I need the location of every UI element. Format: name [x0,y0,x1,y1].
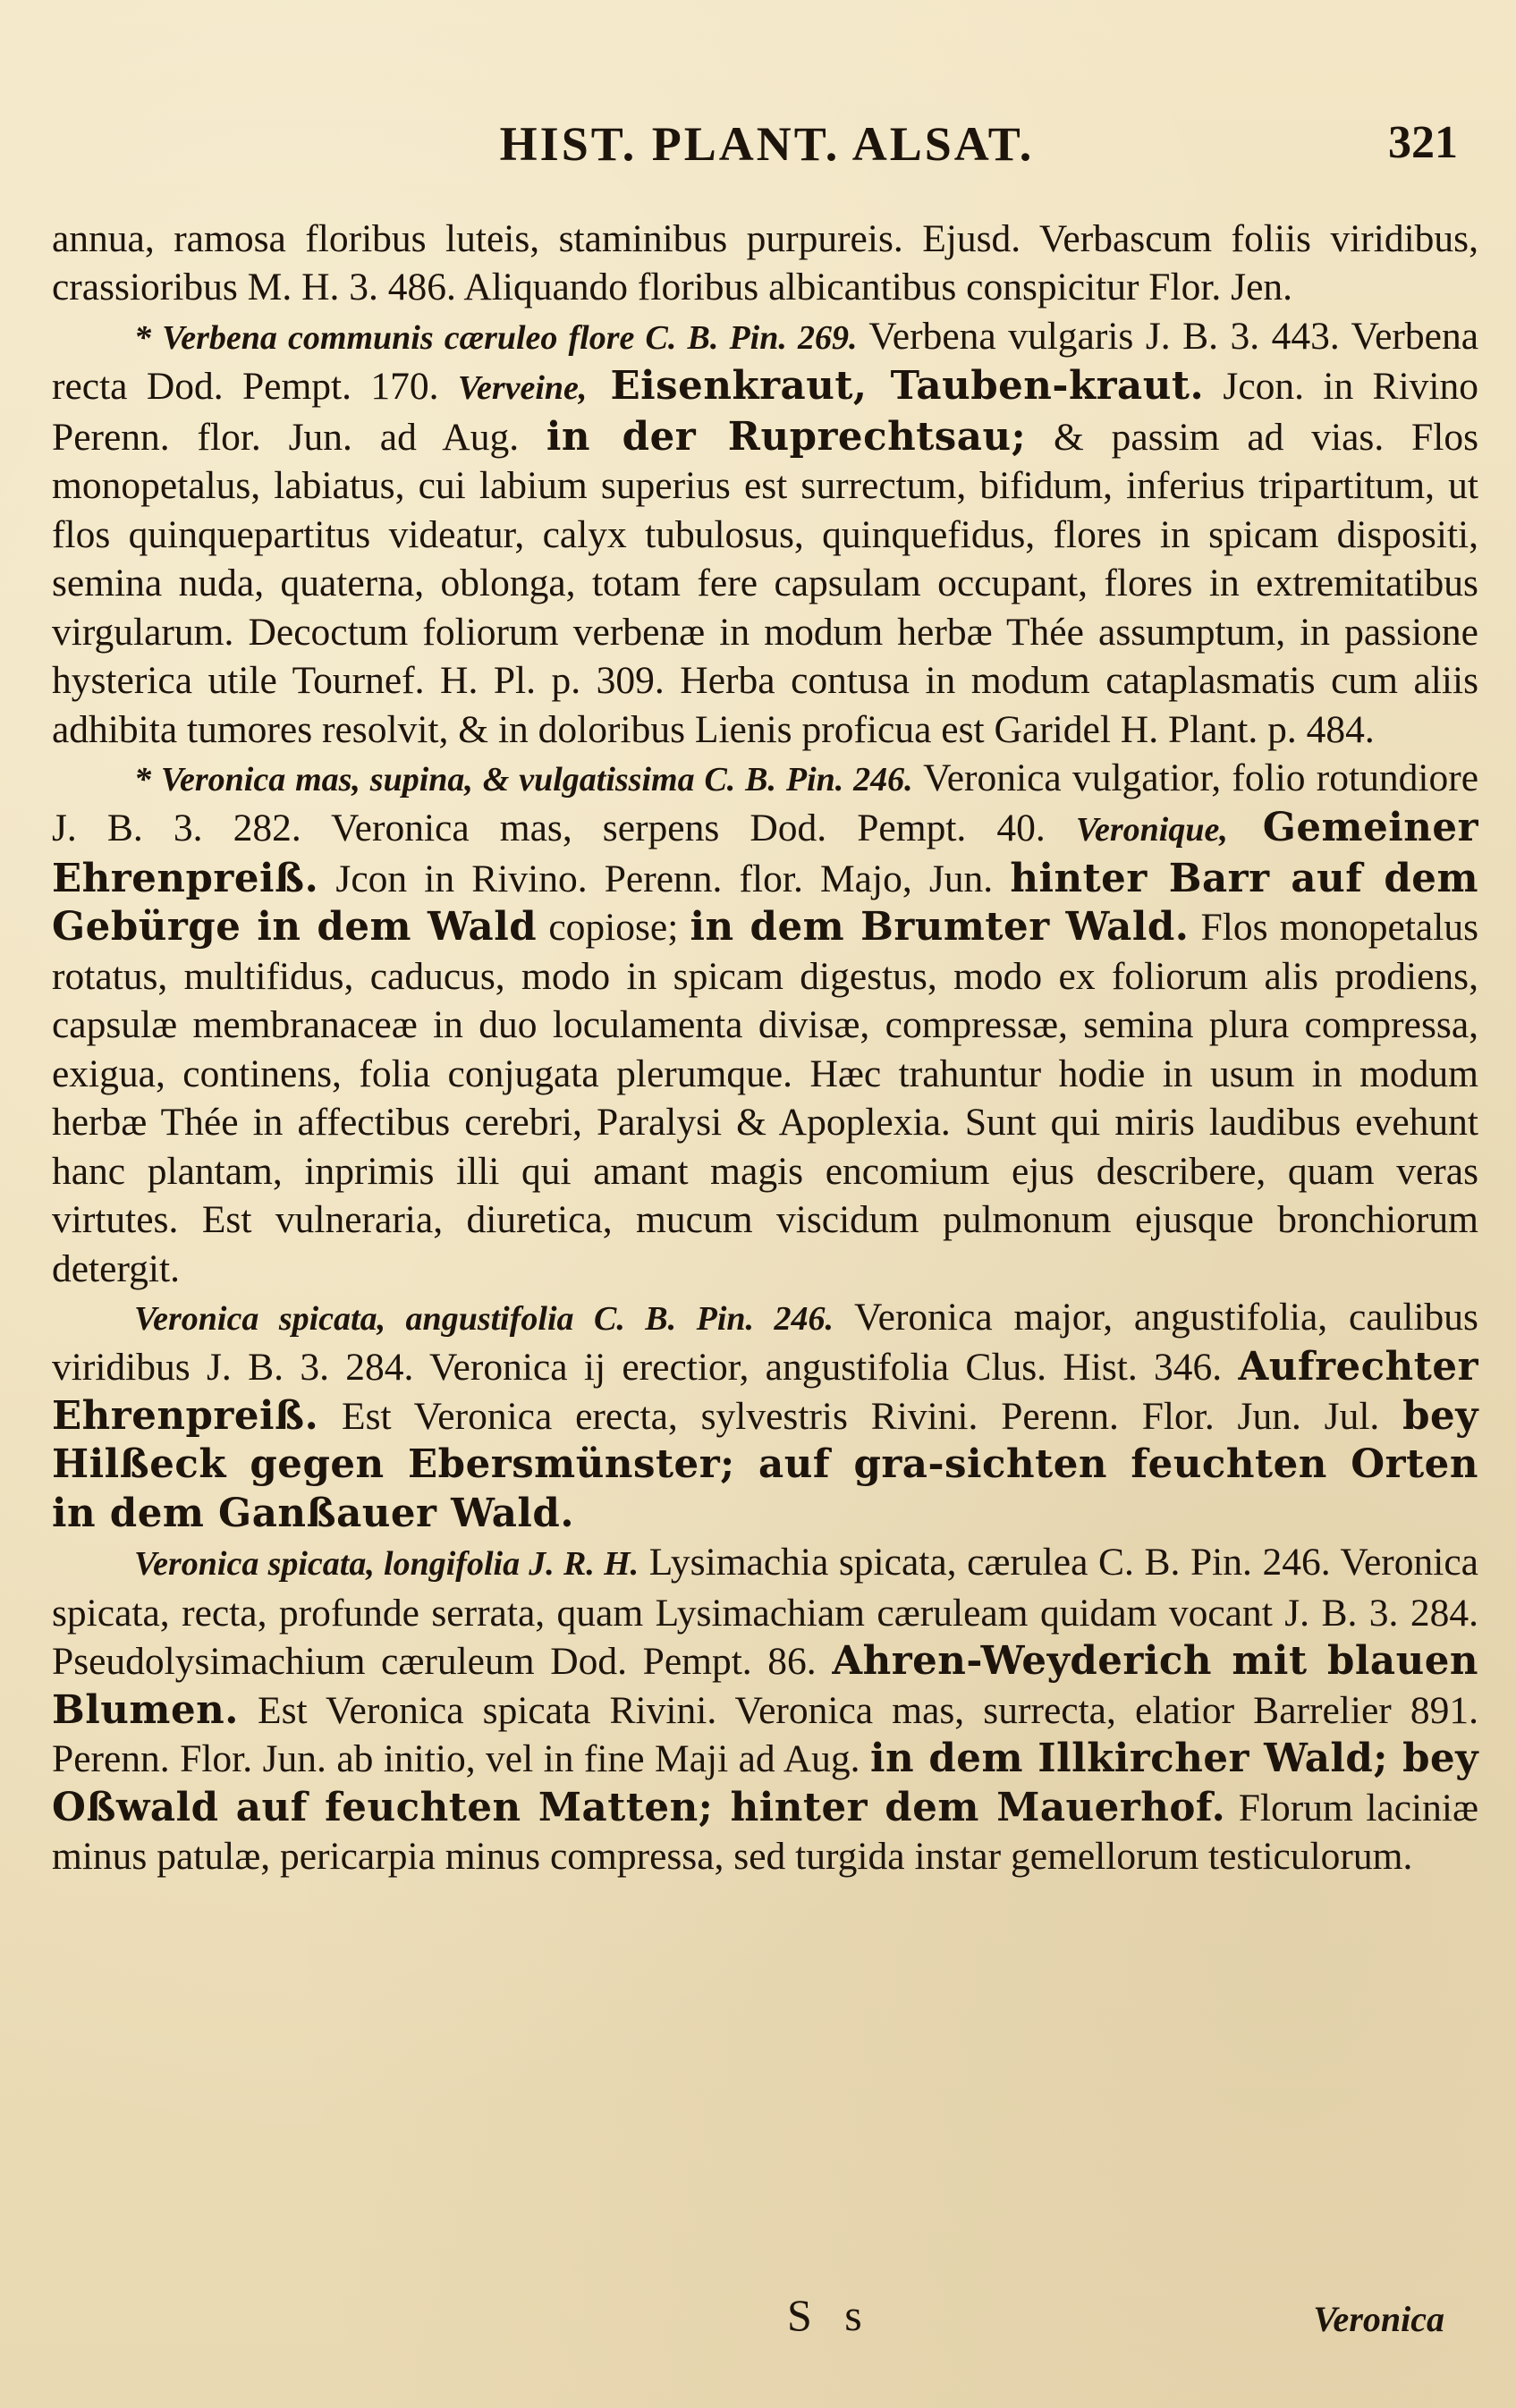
text-run: Jcon in Rivino. Perenn. flor. Majo, Jun. [318,857,1011,900]
entry-veronica-spicata-longifolia [52,1538,1478,1880]
text-run: Lysimachia spicata, cærulea C. B. Pin. 246. Veronica spicata, recta, profunde serrata, quam Lysimachiam cæruleam quidam vocant J. B. 3. 284. Pseudolysimachium cæruleum Dod. Pempt. 86. [52,1541,1478,1684]
text-run: Florum laciniæ minus patulæ, pericarpia minus compressa, sed turgida instar gemellorum testiculorum. [52,1786,1478,1878]
text-run: Verbena vulgaris J. B. 3. 443. Verbena recta Dod. Pempt. 170. [52,314,1479,409]
signature-mark: S s [787,2290,873,2340]
text-run: annua, ramosa floribus luteis, staminibus purpureis. Ejusd. Verbascum foliis viridibus, crassioribus M. H. 3. 486. Aliquando floribus albicantibus conspicitur Flor. Jen. [52,217,1478,309]
plant-name-italic: Veronica spicata, longifolia J. R. H. [134,1545,639,1584]
page-header [54,116,1480,179]
german-blackletter-text: in dem Illkircher Wald; bey Oßwald auf feuchten Matten; hinter dem Mauerhof. [52,1736,1478,1830]
catchword: Veronica [1313,2299,1444,2339]
german-blackletter-text: Ahren-Weyderich mit blauen Blumen. [52,1638,1478,1733]
german-blackletter-text: in der Ruprechtsau; [546,413,1027,460]
text-run: Jcon. in Rivino Perenn. flor. Jun. ad Aug. [52,365,1478,459]
text-run: Veronica major, angustifolia, caulibus viridibus J. B. 3. 284. Veronica ij erectior, angustifolia Clus. Hist. 346. [52,1295,1478,1390]
plant-name-italic: * Veronica mas, supina, & vulgatissima C. B. Pin. 246. [134,760,913,798]
german-blackletter-text: Aufrechter Ehrenpreiß. [52,1344,1478,1439]
continuation-paragraph [52,215,1478,312]
page-footer [54,2289,1480,2352]
running-head: HIST. PLANT. ALSAT. [499,117,1035,171]
german-blackletter-text: Eisenkraut, Tauben-kraut. [587,363,1205,410]
text-run: Est Veronica spicata Rivini. Veronica mas, surrecta, elatior Barrelier 891. Perenn. Flor. Jun. ab initio, vel in fine Maji ad Aug. [52,1688,1478,1781]
page-number: 321 [1388,117,1458,168]
german-blackletter-text: bey Hilßeck gegen Ebersmünster; auf gra-sichten feuchten Orten in dem Ganßauer Wald. [52,1392,1478,1536]
text-run: Est Veronica erecta, sylvestris Rivini. Perenn. Flor. Jun. Jul. [318,1394,1403,1438]
text-run: Flos monopetalus rotatus, multifidus, caducus, modo in spicam digestus, modo ex foliorum alis prodiens, capsulæ membranaceæ in duo loculamenta divisæ, compressæ, semina plura compressa, exigua, continens, folia conjugata plerumque. Hæc trahuntur hodie in usum in modum herbæ Thée in affectibus cerebri, Paralysi & Apoplexia. Sunt qui miris laudibus evehunt hanc plantam, inprimis illi qui amant magis encomium ejus describere, quam veras virtutes. Est vulneraria, diuretica, mucum viscidum pulmonum ejusque bronchiorum detergit. [52,906,1478,1290]
entry-veronica-spicata-angustifolia [52,1293,1478,1538]
german-blackletter-text: in dem Brumter Wald. [690,904,1190,951]
text-run: Veronica vulgatior, folio rotundiore J. B. 3. 282. Veronica mas, serpens Dod. Pempt. 40. [52,756,1478,850]
text-run: copiose; [537,906,690,950]
german-blackletter-text: Gemeiner Ehrenpreiß. [52,805,1479,901]
plant-name-italic: Veronica spicata, angustifolia C. B. Pin. 246. [134,1299,834,1338]
plant-name-italic: Verveine, [457,369,588,408]
entry-veronica-mas [52,754,1478,1293]
body-text [52,215,1478,1880]
plant-name-italic: Veronique, [1075,811,1228,849]
plant-name-italic: * Verbena communis cæruleo flore C. B. Pin. 269. [134,318,858,357]
entry-verbena [52,312,1478,754]
german-blackletter-text: hinter Barr auf dem Gebürge in dem Wald [52,855,1478,951]
text-run: & passim ad vias. Flos monopetalus, labiatus, cui labium superius est surrectum, bifidum, inferius tripartitum, ut flos quinquepartitus videatur, calyx tubulosus, quinquefidus, flores in spicam dispositi, semina nuda, quaterna, oblonga, totam fere capsulam occupant, flores in extremitatibus virgularum. Decoctum foliorum verbenæ in modum herbæ Thée assumptum, in passione hysterica utile Tournef. H. Pl. p. 309. Herba contusa in modum cataplasmatis cum aliis adhibita tumores resolvit, & in doloribus Lienis proficua est Garidel H. Plant. p. 484. [52,415,1478,751]
